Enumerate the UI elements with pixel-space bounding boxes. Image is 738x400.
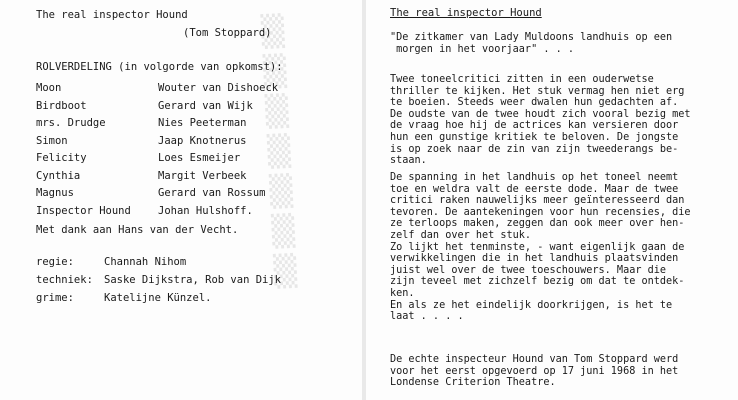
- opening-quote: "De zitkamer van Lady Muldoons landhuis op een morgen in het voorjaar" . . .: [390, 32, 673, 55]
- right-title: The real inspector Hound: [390, 7, 542, 19]
- cast-role: Magnus: [36, 187, 74, 199]
- cast-role: Simon: [36, 134, 68, 147]
- bleed-through-shadow: ▒ ▒ ▒ ▒ ▒ ▒ ▒: [260, 13, 298, 290]
- synopsis-paragraph-2: De spanning in het landhuis op het toneel neemt toe en weldra valt de eerste dode. Maar de twee critici raken nauwelijks meer geïnteresseerd dan tevoren. De aantekeningen voor hun recensies, die ze terloops maken, zeggen dan ook meer over hen- zelf dan over het stuk. Zo lijkt het tenminste, - want eigenlijk gaan de verwikkelingen die in het landhuis plaatsvinden juist wel over de twee toeschouwers. Maar die zijn teveel met zichzelf bezig om dat te ontdek- ken. En als ze het eindelijk doorkrijgen, is het te laat . . . .: [390, 172, 691, 323]
- cast-actor: Margit Verbeek: [158, 169, 247, 182]
- cast-actor: Johan Hulshoff.: [158, 204, 253, 217]
- cast-heading: ROLVERDELING (in volgorde van opkomst):: [36, 61, 283, 73]
- cast-actor: Gerard van Wijk: [158, 99, 253, 112]
- premiere-note: De echte inspecteur Hound van Tom Stoppard werd voor het eerst opgevoerd op 17 juni 1968 in het Londense Criterion Theatre.: [390, 354, 679, 389]
- cast-actor: Jaap Knotnerus: [158, 134, 247, 147]
- cast-role: Moon: [36, 82, 62, 94]
- left-page: [0, 0, 362, 400]
- cast-role: Inspector Hound: [36, 204, 131, 217]
- cast-role: Felicity: [36, 152, 87, 164]
- crew-value: Channah Nihom: [104, 256, 187, 268]
- author-credit: (Tom Stoppard): [183, 27, 272, 39]
- crew-label: regie:: [36, 256, 74, 268]
- cast-role: mrs. Drudge: [36, 117, 106, 129]
- crew-label: techniek:: [36, 274, 93, 286]
- left-title: The real inspector Hound: [36, 9, 188, 21]
- synopsis-paragraph-1: Twee toneelcritici zitten in een ouderwetse thriller te kijken. Het stuk vermag hen niet erg te boeien. Steeds weer dwalen hun gedachten af. De oudste van de twee houdt zich vooral bezig met de vraag hoe hij de actrices kan versieren door hun een gunstige kritiek te beloven. De jongste is op zoek naar de zin van zijn tweederangs be- staan.: [390, 74, 691, 167]
- cast-actor: Gerard van Rossum: [158, 187, 266, 199]
- cast-actor: Loes Esmeijer: [158, 152, 241, 164]
- crew-value: Saske Dijkstra, Rob van Dijk: [104, 274, 282, 286]
- crew-value: Katelijne Künzel.: [104, 292, 212, 304]
- cast-role: Birdboot: [36, 99, 87, 112]
- crew-label: grime:: [36, 292, 74, 304]
- cast-actor: Wouter van Dishoeck: [158, 82, 279, 94]
- thanks-line: Met dank aan Hans van der Vecht.: [36, 224, 239, 236]
- cast-role: Cynthia: [36, 169, 81, 182]
- cast-actor: Nies Peeterman: [158, 117, 247, 129]
